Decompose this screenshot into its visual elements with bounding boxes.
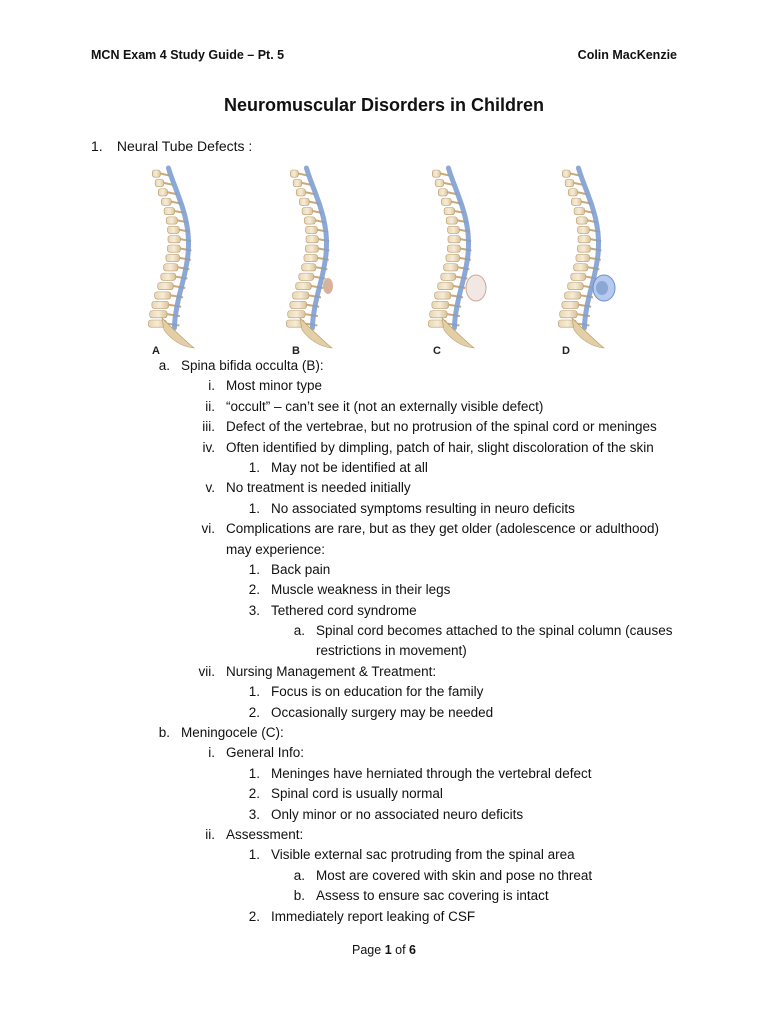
spine-figure-c: [428, 168, 486, 348]
outline-marker: 1.: [248, 847, 260, 863]
outline-marker: ii.: [205, 398, 215, 414]
outline-text: Most minor type: [226, 378, 323, 394]
outline-marker: a.: [158, 358, 170, 373]
footer-page-total: 6: [409, 943, 416, 957]
outline-item: [0, 764, 768, 784]
outline-text: Often identified by dimpling, patch of hair, slight discoloration of the skin: [226, 439, 654, 455]
outline-marker: 2.: [248, 704, 260, 720]
figure-label-d: D: [562, 345, 570, 357]
outline-item: [0, 866, 768, 886]
outline-item: [0, 580, 768, 600]
outline-marker: a.: [293, 867, 305, 883]
outline-marker: 1.: [248, 459, 260, 475]
spine-illustration: [146, 158, 620, 358]
outline-marker: 2.: [248, 582, 260, 598]
figure-label-a: A: [152, 345, 160, 357]
outline-marker: 1.: [248, 684, 260, 700]
outline-text: Spinal cord becomes attached to the spinal column (causes: [316, 623, 673, 639]
outline-marker: v.: [205, 480, 215, 496]
outline-marker: b.: [293, 888, 305, 904]
outline-marker: 3.: [248, 806, 260, 822]
outline-marker: 2.: [248, 786, 260, 802]
outline-item: [0, 478, 768, 498]
outline-item: [0, 376, 768, 396]
outline-text: Most are covered with skin and pose no threat: [316, 867, 593, 883]
outline-item: [0, 417, 768, 437]
outline-item: [0, 621, 768, 641]
outline-text: Spina bifida occulta (B):: [181, 358, 324, 373]
outline-text: Complications are rare, but as they get older (adolescence or adulthood): [226, 521, 659, 537]
spine-figure-d: [558, 168, 615, 348]
outline-marker: 2.: [248, 908, 260, 924]
outline-item: [0, 438, 768, 458]
outline-text: Visible external sac protruding from the spinal area: [271, 847, 575, 863]
outline-text: General Info:: [226, 745, 305, 761]
outline-marker: ii.: [205, 826, 215, 842]
outline-marker: i.: [208, 745, 215, 761]
outline-marker: 1.: [248, 765, 260, 781]
figure-label-c: C: [433, 345, 441, 357]
outline-item: [0, 682, 768, 702]
outline-text: No treatment is needed initially: [226, 480, 411, 496]
outline-text: Tethered cord syndrome: [271, 602, 417, 618]
outline-item: [0, 356, 768, 376]
spine-figure-a: [148, 168, 194, 348]
outline-item: [0, 540, 768, 560]
footer-prefix: Page: [352, 943, 382, 957]
outline-marker: a.: [293, 623, 305, 639]
outline-marker: 1.: [248, 561, 260, 577]
outline-item: [0, 703, 768, 723]
outline-text: Spinal cord is usually normal: [271, 786, 443, 802]
outline-marker: 3.: [248, 602, 260, 618]
outline-text: Meninges have herniated through the vertebral defect: [271, 765, 592, 781]
outline-item: [0, 519, 768, 539]
section-heading: [91, 138, 252, 154]
outline-text: Assess to ensure sac covering is intact: [316, 888, 549, 904]
outline-marker: iii.: [202, 419, 215, 435]
outline-item: [0, 784, 768, 804]
outline-text: Muscle weakness in their legs: [271, 582, 451, 598]
page-title: Neuromuscular Disorders in Children: [223, 95, 545, 115]
outline-item: [0, 805, 768, 825]
outline-item: [0, 723, 768, 743]
outline-text: Meningocele (C):: [181, 725, 284, 741]
footer-of: of: [395, 943, 406, 957]
outline-text: Defect of the vertebrae, but no protrusion of the spinal cord or meninges: [226, 419, 657, 435]
footer-page-number: 1: [384, 943, 392, 957]
outline-item: [0, 397, 768, 417]
outline-marker: b.: [158, 725, 170, 741]
outline-item: [0, 458, 768, 478]
header-left: MCN Exam 4 Study Guide – Pt. 5: [91, 48, 285, 62]
outline-marker: i.: [208, 378, 215, 394]
outline-text: may experience:: [226, 541, 326, 557]
outline-item: [0, 845, 768, 865]
outline-item: [0, 499, 768, 519]
outline-text: Occasionally surgery may be needed: [271, 704, 494, 720]
outline-text: No associated symptoms resulting in neuro deficits: [271, 500, 575, 516]
outline-text: Assessment:: [226, 826, 304, 842]
outline-item: [0, 886, 768, 906]
outline-list: [0, 356, 768, 927]
outline-marker: vi.: [201, 521, 215, 537]
header-right: Colin MacKenzie: [577, 48, 677, 62]
outline-text: Immediately report leaking of CSF: [271, 908, 476, 924]
outline-text: Back pain: [271, 561, 331, 577]
outline-item: [0, 662, 768, 682]
outline-marker: vii.: [198, 663, 215, 679]
outline-item: [0, 907, 768, 927]
outline-item: [0, 743, 768, 763]
figure-label-b: B: [292, 345, 300, 357]
section-number: 1.: [91, 138, 103, 154]
outline-item: [0, 601, 768, 621]
outline-text: “occult” – can’t see it (not an externally visible defect): [226, 398, 544, 414]
page-footer: [0, 943, 768, 957]
section-label: Neural Tube Defects :: [116, 138, 253, 154]
outline-item: [0, 825, 768, 845]
outline-text: Only minor or no associated neuro deficits: [271, 806, 524, 822]
outline-text: Nursing Management & Treatment:: [226, 663, 437, 679]
outline-text: restrictions in movement): [316, 643, 467, 659]
outline-item: [0, 560, 768, 580]
outline-marker: iv.: [202, 439, 215, 455]
outline-text: Focus is on education for the family: [271, 684, 484, 700]
outline-text: May not be identified at all: [271, 459, 428, 475]
outline-marker: 1.: [248, 500, 260, 516]
outline-item: [0, 641, 768, 661]
spine-figure-b: [286, 168, 333, 348]
